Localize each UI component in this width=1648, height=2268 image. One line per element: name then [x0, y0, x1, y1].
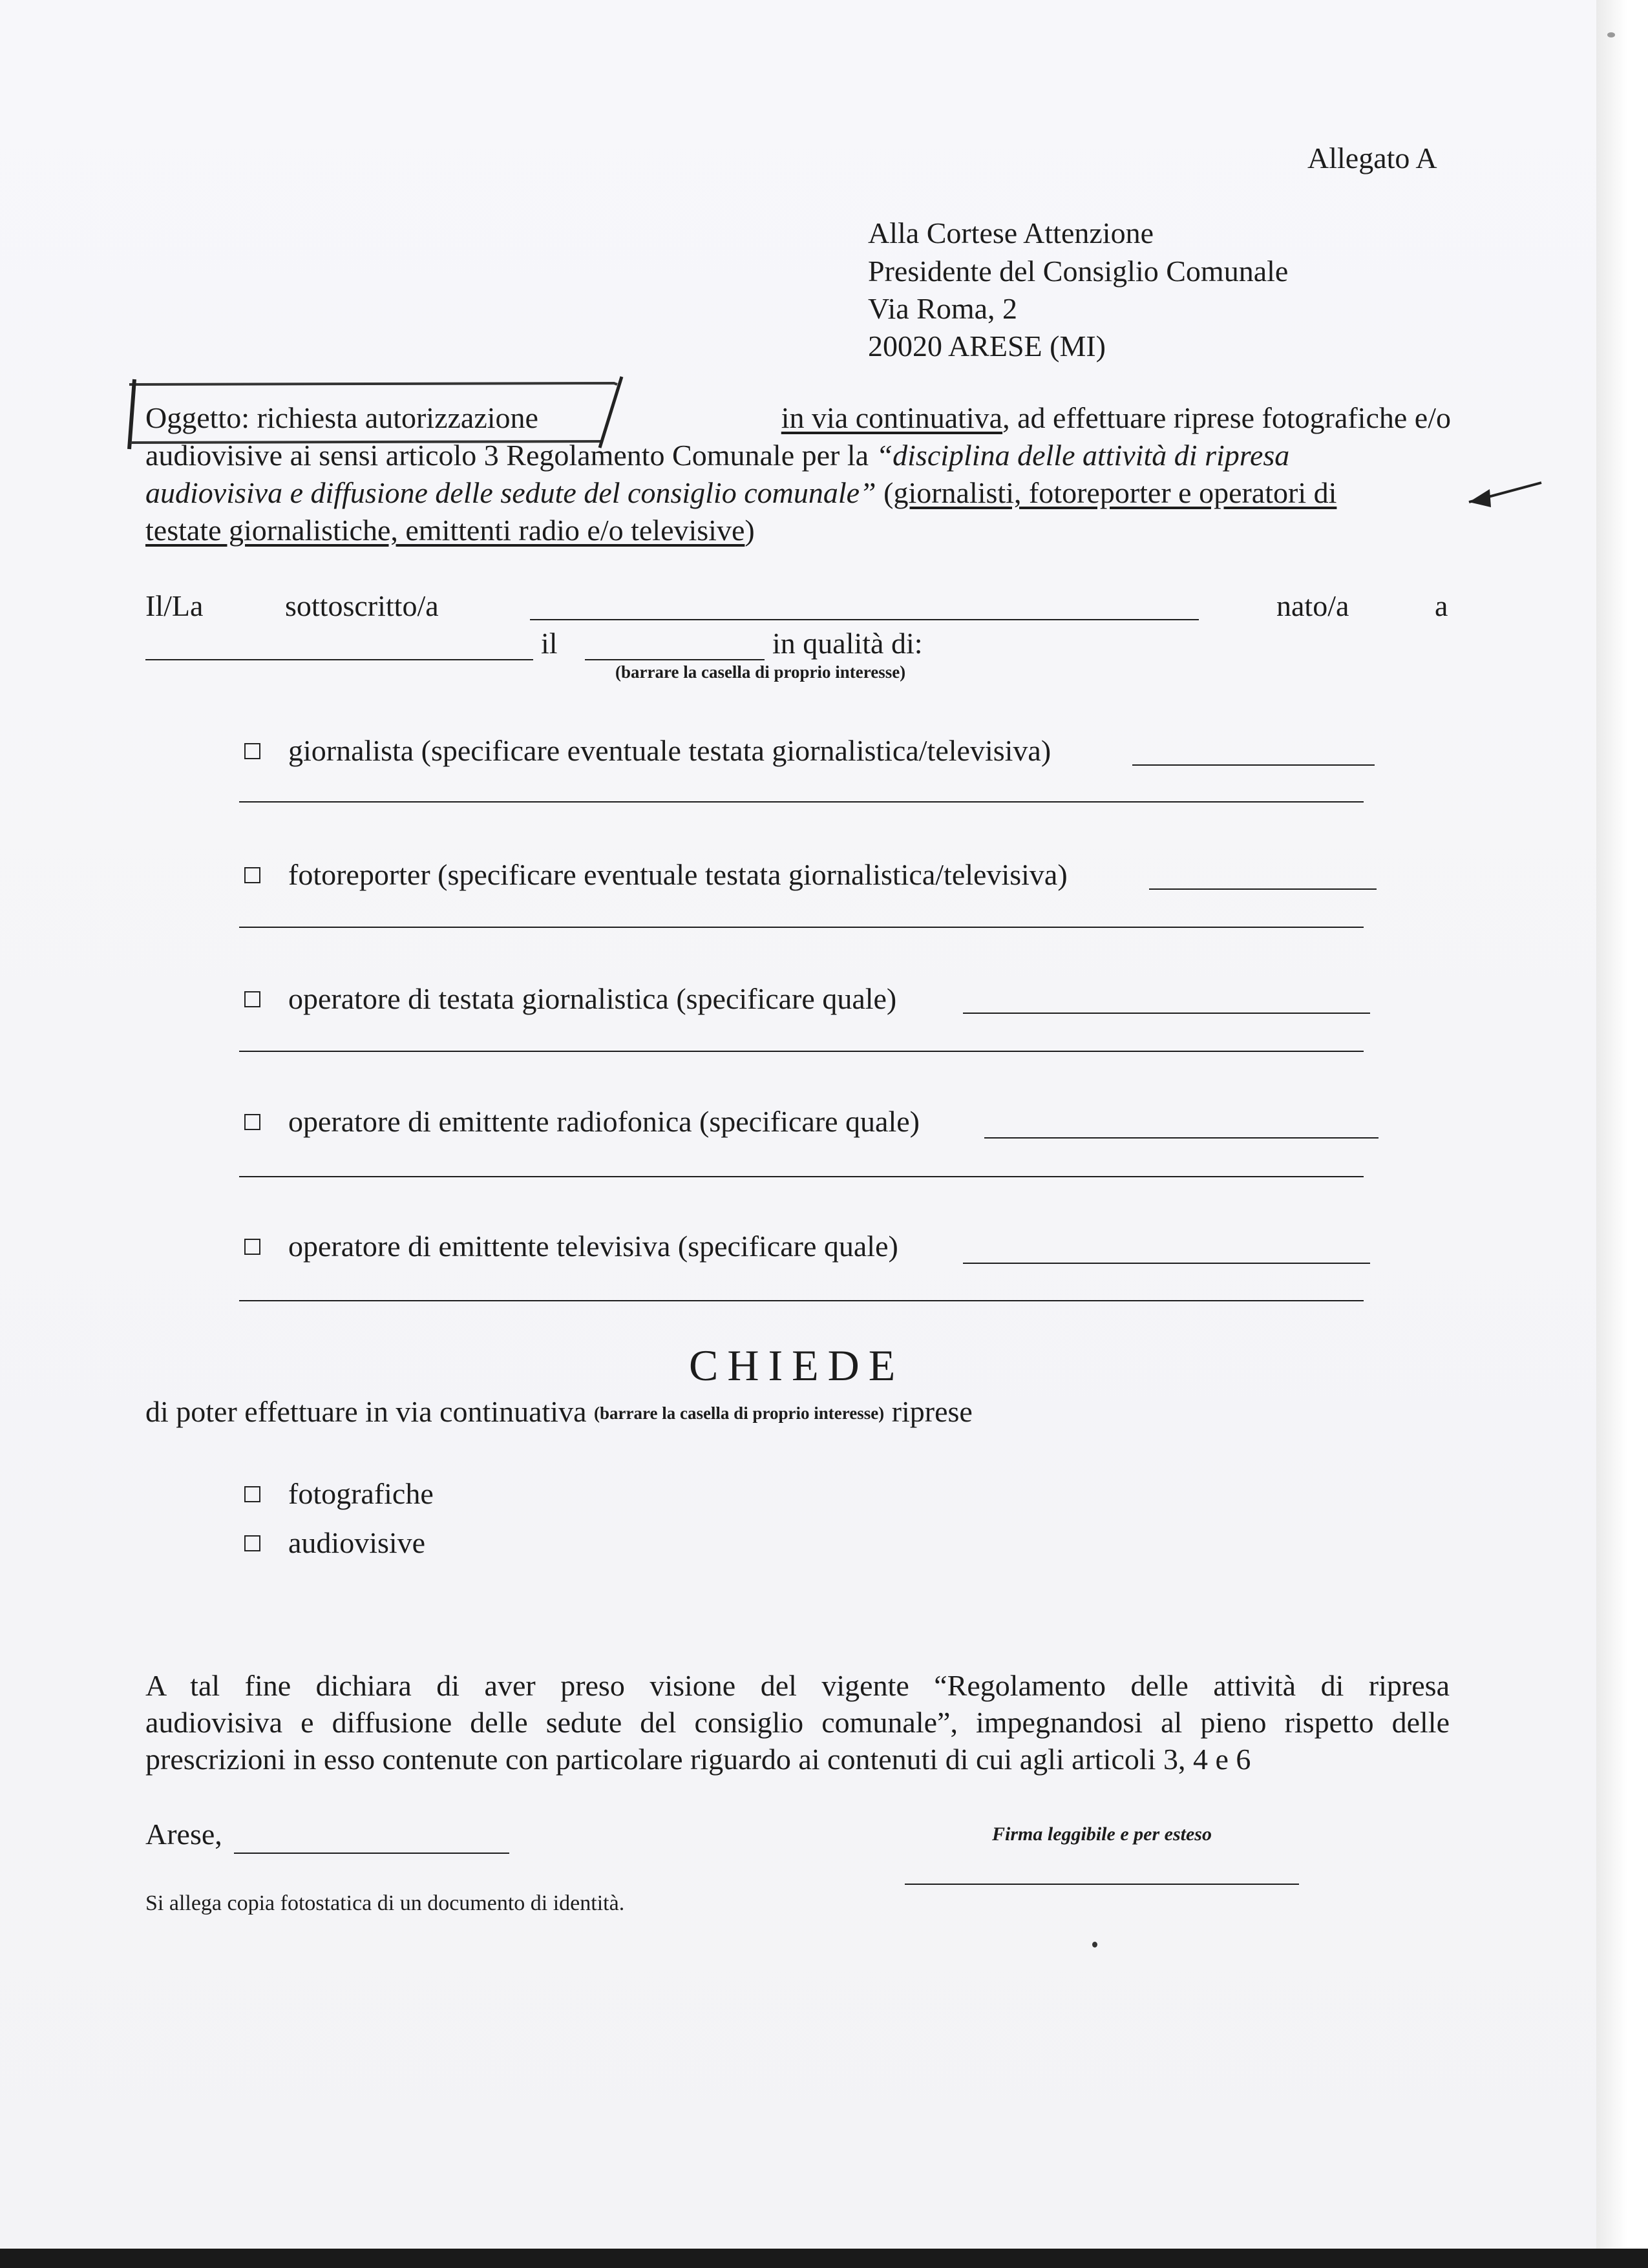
operatore-testata-field-line[interactable]	[963, 1013, 1370, 1014]
oggetto-line-3-a: audiovisiva e diffusione delle sedute del consiglio comunale”	[145, 476, 876, 509]
address-line-3: Via Roma, 2	[868, 292, 1018, 325]
allegato-note: Si allega copia fotostatica di un documento di identità.	[145, 1891, 625, 1915]
checkbox-operatore-tv[interactable]	[244, 1239, 260, 1255]
oggetto-continuativa: in via continuativa	[781, 401, 1003, 434]
fotoreporter-field-line[interactable]	[1149, 888, 1377, 890]
chiede-line-a: di poter effettuare in via continuativa	[145, 1395, 587, 1428]
address-line-4: 20020 ARESE (MI)	[868, 330, 1106, 362]
fotoreporter-field-line-2[interactable]	[239, 927, 1364, 928]
hand-arrow-icon	[1464, 475, 1548, 514]
oggetto-line-2	[145, 437, 1451, 474]
chiede-hint: (barrare la casella di proprio interesse)	[594, 1403, 885, 1423]
in-qualita-label: in qualità di:	[772, 627, 923, 660]
oggetto-line-1	[145, 399, 1451, 437]
oggetto-line-4-b: )	[745, 514, 755, 547]
operatore-radio-field-line[interactable]	[984, 1137, 1379, 1139]
il-label: il	[541, 627, 558, 660]
allegato-label: Allegato A	[1307, 142, 1437, 174]
date-field-line[interactable]	[234, 1853, 509, 1854]
checkbox-operatore-testata[interactable]	[244, 991, 260, 1007]
oggetto-label: Oggetto: richiesta autorizzazione	[145, 401, 538, 434]
role-fotoreporter-label: fotoreporter (specificare eventuale testata giornalistica/televisiva)	[288, 858, 1068, 891]
scan-edge-bottom	[0, 2249, 1648, 2268]
birthplace-field-line[interactable]	[145, 659, 533, 660]
oggetto-line-2-a: audiovisive ai sensi articolo 3 Regolamento Comunale per la	[145, 439, 876, 472]
arese-label: Arese,	[145, 1818, 222, 1851]
name-field-line[interactable]	[530, 619, 1199, 620]
qualita-hint: (barrare la casella di proprio interesse)	[615, 662, 906, 682]
operatore-testata-field-line-2[interactable]	[239, 1051, 1364, 1052]
oggetto-line-3	[145, 474, 1451, 512]
operatore-radio-field-line-2[interactable]	[239, 1176, 1364, 1177]
oggetto-line-3-b: (	[876, 476, 894, 509]
oggetto-line-4-a: testate giornalistiche, emittenti radio e/o televisive	[145, 514, 745, 547]
signature-field-line[interactable]	[905, 1884, 1299, 1885]
address-line-1: Alla Cortese Attenzione	[868, 216, 1154, 249]
option-audiovisive-label: audiovisive	[288, 1526, 426, 1559]
checkbox-operatore-radio[interactable]	[244, 1114, 260, 1130]
giornalista-field-line[interactable]	[1132, 764, 1375, 766]
operatore-tv-field-line-2[interactable]	[239, 1300, 1364, 1301]
nato-label: nato/a	[1276, 589, 1349, 622]
chiede-heading: CHIEDE	[689, 1341, 905, 1390]
oggetto-line-4	[145, 512, 755, 549]
role-operatore-tv-label: operatore di emittente televisiva (specificare quale)	[288, 1230, 898, 1263]
il-la-label: Il/La	[145, 589, 204, 622]
dichiarazione-line-1: A tal fine dichiara di aver preso visione del vigente “Regolamento delle attività di ripresa	[145, 1669, 1450, 1702]
role-operatore-testata-label: operatore di testata giornalistica (specificare quale)	[288, 982, 897, 1015]
option-fotografiche-label: fotografiche	[288, 1477, 434, 1510]
checkbox-fotoreporter[interactable]	[244, 867, 260, 883]
chiede-line	[145, 1393, 973, 1434]
sottoscritto-label: sottoscritto/a	[285, 589, 439, 622]
address-line-2: Presidente del Consiglio Comunale	[868, 255, 1289, 288]
checkbox-fotografiche[interactable]	[244, 1486, 260, 1502]
chiede-line-b: riprese	[891, 1395, 973, 1428]
oggetto-line-3-c: giornalisti, fotoreporter e operatori di	[893, 476, 1337, 509]
operatore-tv-field-line[interactable]	[963, 1263, 1370, 1264]
scan-speck	[1092, 1942, 1097, 1948]
checkbox-giornalista[interactable]	[244, 743, 260, 759]
oggetto-line-2-b: “disciplina delle attività di ripresa	[876, 439, 1290, 472]
scan-edge-right	[1596, 0, 1648, 2268]
oggetto-line-1-rest: , ad effettuare riprese fotografiche e/o	[1002, 401, 1451, 434]
dichiarazione-line-3: prescrizioni in esso contenute con particolare riguardo ai contenuti di cui agli articoli 3, 4 e 6	[145, 1743, 1251, 1776]
scan-speck	[1607, 32, 1615, 37]
dichiarazione-line-2: audiovisiva e diffusione delle sedute del consiglio comunale”, impegnandosi al pieno rispetto delle	[145, 1706, 1450, 1739]
role-operatore-radio-label: operatore di emittente radiofonica (specificare quale)	[288, 1105, 920, 1138]
checkbox-audiovisive[interactable]	[244, 1535, 260, 1551]
firma-label: Firma leggibile e per esteso	[992, 1823, 1212, 1845]
birthdate-field-line[interactable]	[585, 659, 765, 660]
giornalista-field-line-2[interactable]	[239, 801, 1364, 803]
role-giornalista-label: giornalista (specificare eventuale testata giornalistica/televisiva)	[288, 734, 1051, 767]
a-label: a	[1435, 589, 1448, 622]
